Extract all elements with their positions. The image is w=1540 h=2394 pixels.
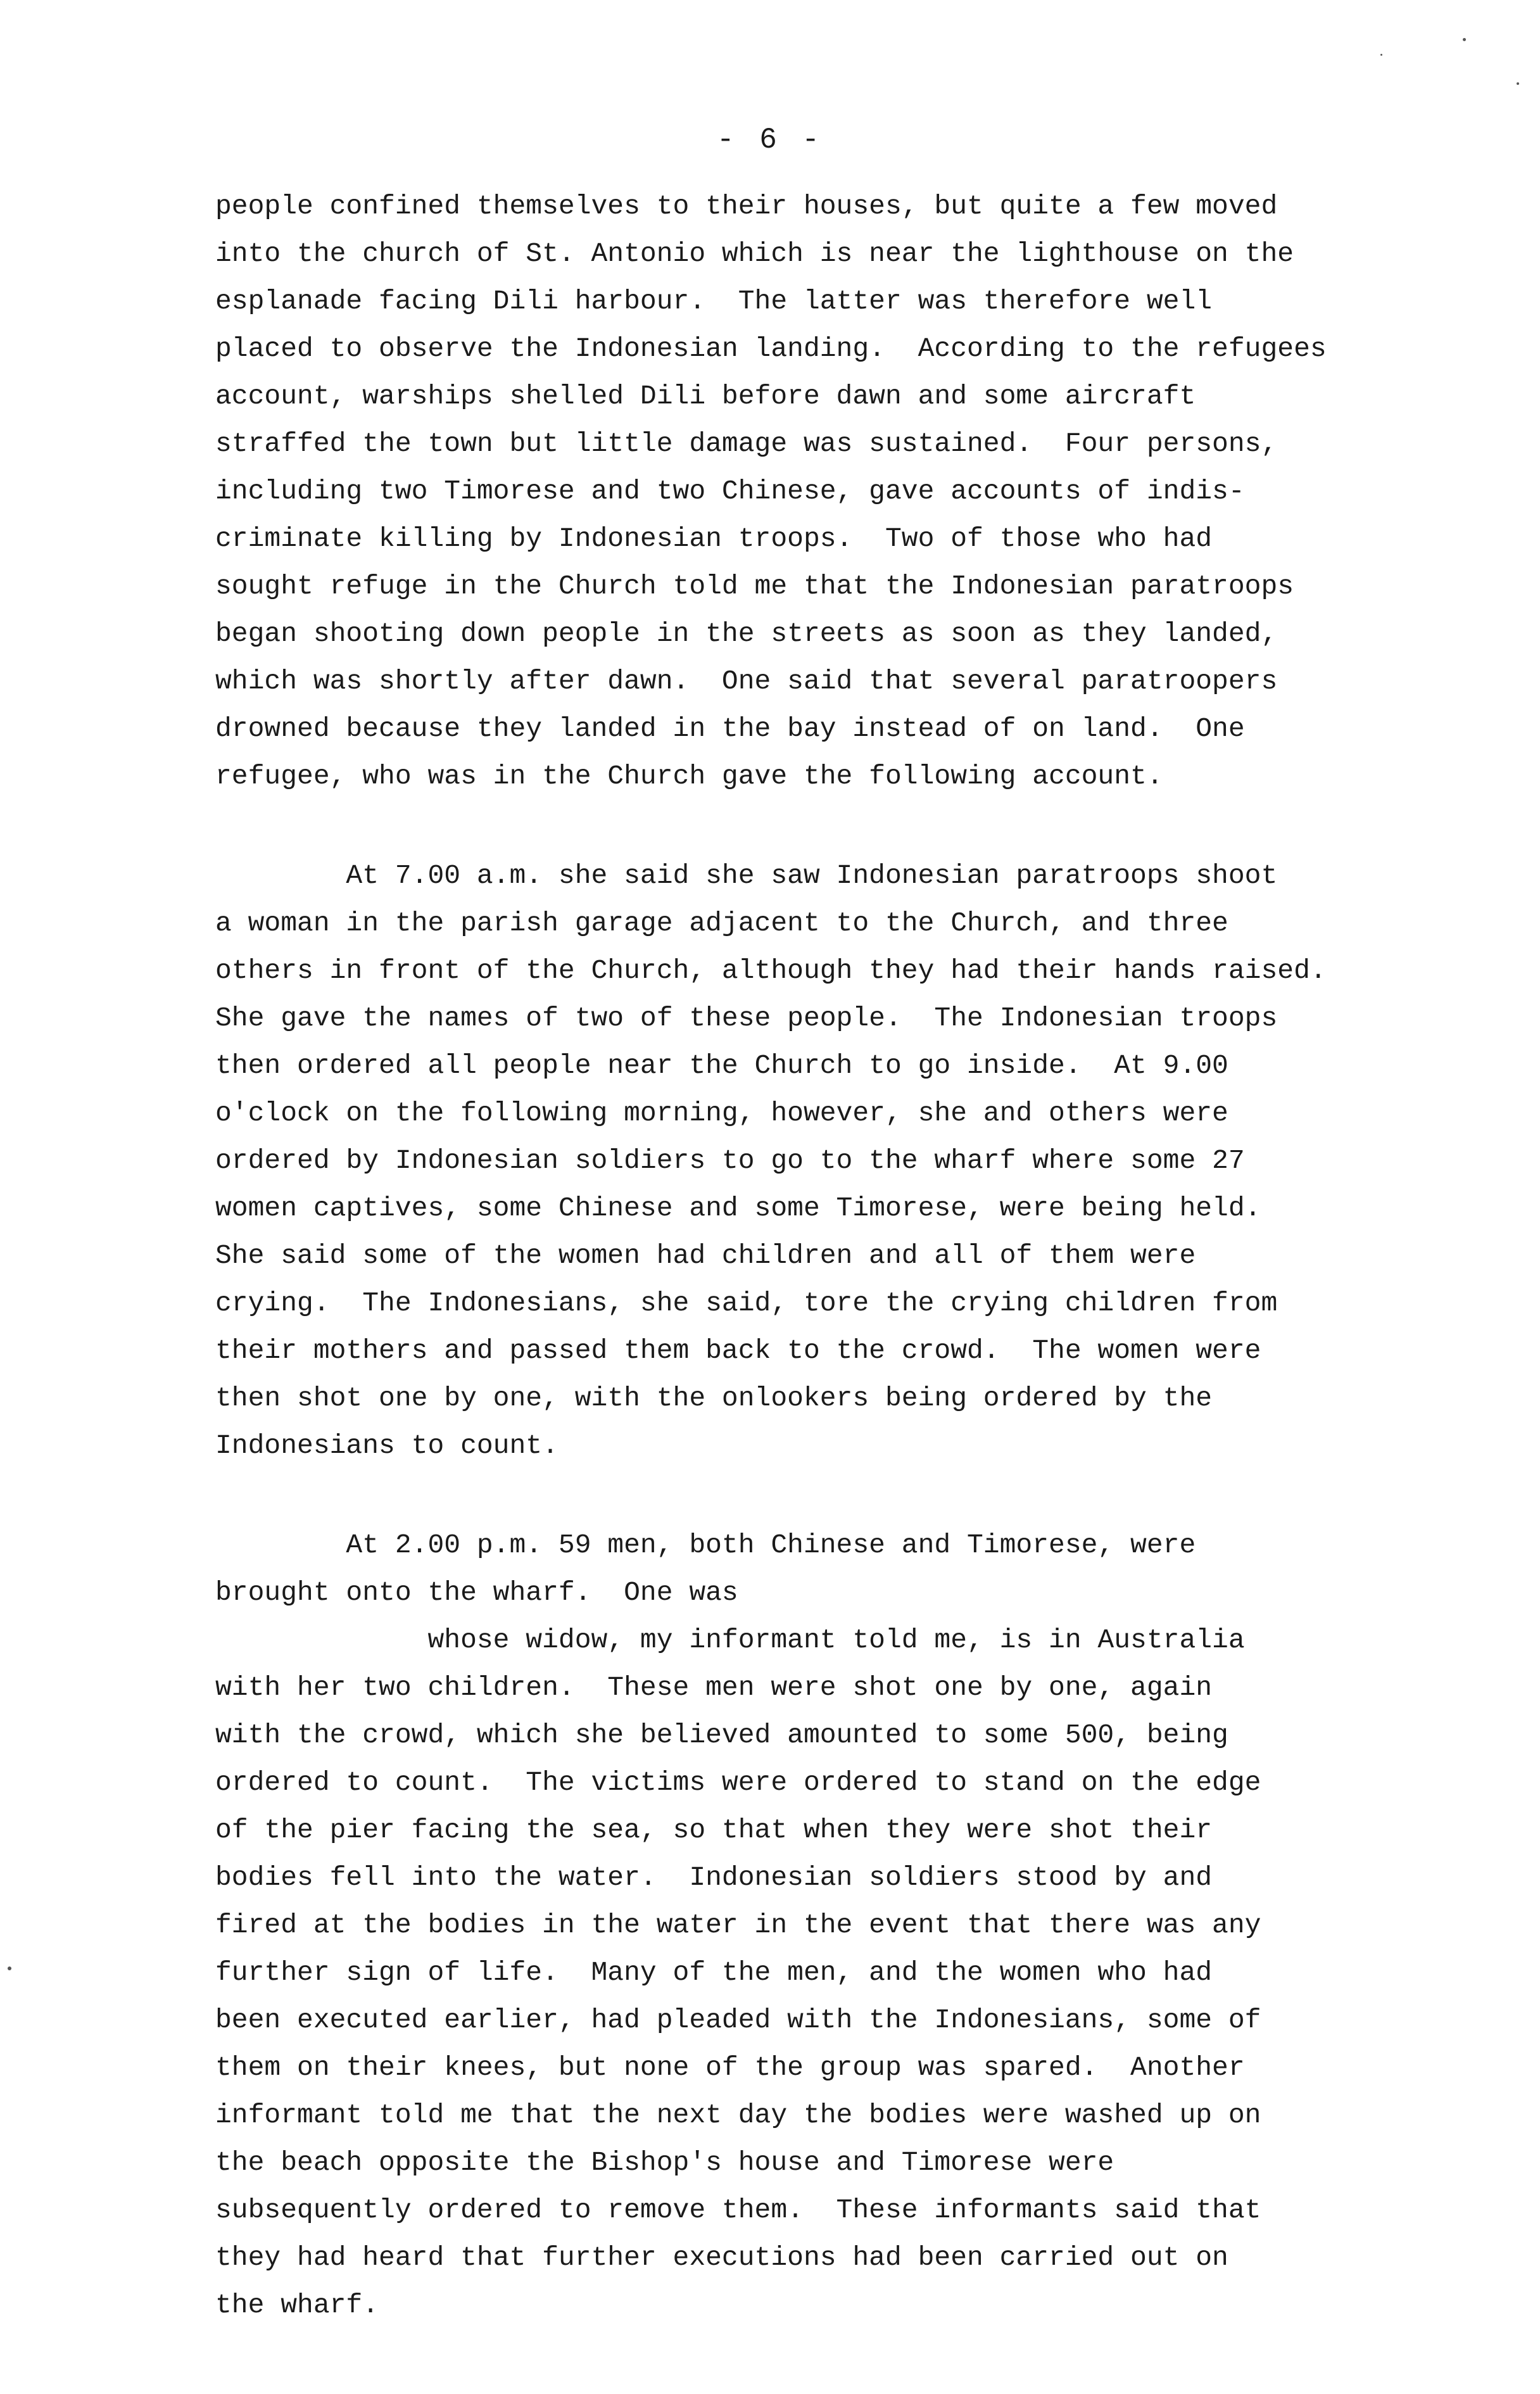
text-line: informant told me that the next day the bodies were washed up on [215,2100,1261,2131]
text-line: At 2.00 p.m. 59 men, both Chinese and Timorese, were [215,1530,1196,1561]
text-line: placed to observe the Indonesian landing. According to the refugees [215,333,1327,364]
text-line: the beach opposite the Bishop's house and Timorese were [215,2147,1114,2178]
text-line: including two Timorese and two Chinese, gave accounts of indis- [215,476,1245,507]
text-line: their mothers and passed them back to the crowd. The women were [215,1335,1261,1366]
text-line: crying. The Indonesians, she said, tore the crying children from [215,1288,1278,1319]
paragraph-1 [215,182,1406,800]
text-line: whose widow, my informant told me, is in Australia [215,1624,1245,1656]
text-line: the wharf. [215,2290,379,2321]
text-line: o'clock on the following morning, however, she and others were [215,1098,1228,1129]
text-line: At 7.00 a.m. she said she saw Indonesian paratroops shoot [215,860,1278,891]
text-line: others in front of the Church, although they had their hands raised. [215,955,1327,986]
page-number: - 6 - [716,124,824,156]
text-line: sought refuge in the Church told me that the Indonesian paratroops [215,571,1294,602]
text-line: them on their knees, but none of the group was spared. Another [215,2052,1245,2083]
text-line: criminate killing by Indonesian troops. Two of those who had [215,523,1213,554]
text-line: into the church of St. Antonio which is near the lighthouse on the [215,238,1294,269]
text-line: people confined themselves to their houses, but quite a few moved [215,191,1278,222]
text-line: been executed earlier, had pleaded with the Indonesians, some of [215,2004,1261,2036]
paragraph-2 [215,852,1406,1469]
text-line: with her two children. These men were shot one by one, again [215,1672,1213,1703]
text-line: bodies fell into the water. Indonesian soldiers stood by and [215,1862,1213,1893]
scan-speck [1517,82,1519,85]
text-line: then shot one by one, with the onlookers being ordered by the [215,1383,1213,1414]
text-line: which was shortly after dawn. One said that several paratroopers [215,666,1278,697]
text-line: refugee, who was in the Church gave the following account. [215,761,1163,792]
text-line: ordered by Indonesian soldiers to go to the wharf where some 27 [215,1145,1245,1176]
text-line: a woman in the parish garage adjacent to the Church, and three [215,908,1228,939]
text-line: with the crowd, which she believed amounted to some 500, being [215,1720,1228,1751]
paragraph-3 [215,1521,1406,2329]
text-line: She said some of the women had children and all of them were [215,1240,1196,1271]
text-line: brought onto the wharf. One was [215,1577,738,1608]
text-line: began shooting down people in the streets as soon as they landed, [215,618,1278,649]
text-line: Indonesians to count. [215,1430,559,1461]
text-line: of the pier facing the sea, so that when they were shot their [215,1814,1213,1846]
text-line: subsequently ordered to remove them. These informants said that [215,2194,1261,2226]
text-line: fired at the bodies in the water in the event that there was any [215,1910,1261,1941]
text-line: they had heard that further executions had been carried out on [215,2242,1228,2273]
text-line: drowned because they landed in the bay instead of on land. One [215,713,1245,744]
text-line: further sign of life. Many of the men, and the women who had [215,1957,1213,1988]
text-line: then ordered all people near the Church to go inside. At 9.00 [215,1050,1228,1081]
text-line: She gave the names of two of these people. The Indonesian troops [215,1003,1278,1034]
text-line: account, warships shelled Dili before dawn and some aircraft [215,381,1196,412]
text-line: women captives, some Chinese and some Timorese, were being held. [215,1193,1261,1224]
scan-speck [8,1966,11,1970]
scan-speck [1463,38,1466,41]
text-line: straffed the town but little damage was sustained. Four persons, [215,428,1278,459]
text-line: esplanade facing Dili harbour. The latter was therefore well [215,286,1213,317]
scan-speck [1380,54,1382,56]
text-line: ordered to count. The victims were ordered to stand on the edge [215,1767,1261,1798]
